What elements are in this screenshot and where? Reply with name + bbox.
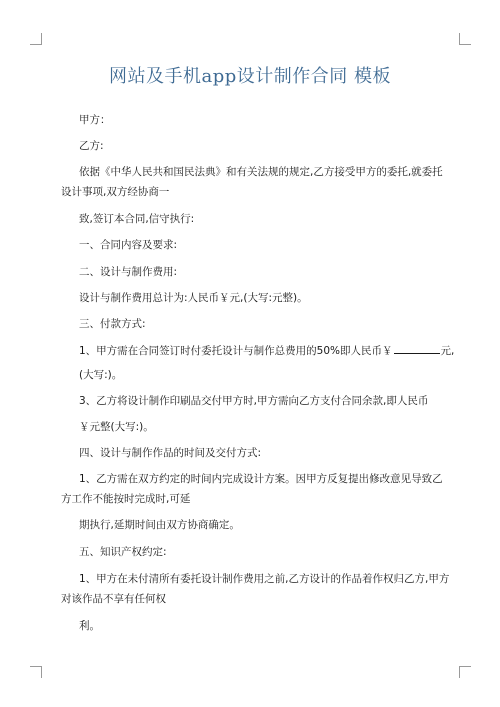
paragraph-line: 方工作不能按时完成时,可延	[61, 493, 191, 505]
document-title: 网站及手机app设计制作合同 模板	[109, 66, 391, 87]
blank-fill-line	[394, 343, 440, 354]
paragraph-line: (大写:)。	[79, 369, 123, 381]
paragraph-line: 1、乙方需在双方约定的时间内完成设计方案。因甲方反复提出修改意见导致乙	[79, 473, 443, 485]
paragraph-line: 致,签订本合同,信守执行:	[79, 213, 195, 225]
section-heading: 三、付款方式:	[79, 318, 146, 330]
corner-mark-bottom-right	[459, 666, 471, 678]
paragraph-text: 1、甲方需在合同签订时付委托设计与制作总费用的50%即人民币￥	[79, 345, 393, 357]
paragraph-text: 元,	[440, 345, 455, 357]
section-heading: 五、知识产权约定:	[79, 546, 167, 558]
party-b-line: 乙方:	[79, 140, 104, 152]
paragraph-line: 利。	[79, 620, 100, 632]
corner-mark-top-left	[30, 33, 42, 45]
corner-mark-top-right	[459, 33, 471, 45]
paragraph-line: 对该作品不享有任何权	[61, 593, 166, 605]
paragraph-line: 1、甲方在未付清所有委托设计制作费用之前,乙方设计的作品着作权归乙方,甲方	[79, 573, 450, 585]
paragraph-line: 设计与制作费用总计为:人民币￥元,(大写:元整)。	[79, 292, 308, 304]
section-heading: 二、设计与制作费用:	[79, 266, 178, 278]
paragraph-line: ￥元整(大写:)。	[79, 421, 154, 433]
paragraph-line	[79, 343, 454, 358]
paragraph-line: 设计事项,双方经协商一	[61, 186, 170, 198]
paragraph-line: 依据《中华人民共和国民法典》和有关法规的规定,乙方接受甲方的委托,就委托	[79, 166, 443, 178]
section-heading: 一、合同内容及要求:	[79, 239, 178, 251]
paragraph-line: 期执行,延期时间由双方协商确定。	[79, 519, 240, 531]
section-heading: 四、设计与制作作品的时间及交付方式:	[79, 447, 262, 459]
corner-mark-bottom-left	[30, 666, 42, 678]
party-a-line: 甲方：	[79, 114, 111, 126]
paragraph-line: 3、乙方将设计制作印刷品交付甲方时,甲方需向乙方支付合同余款,即人民币	[79, 395, 429, 407]
